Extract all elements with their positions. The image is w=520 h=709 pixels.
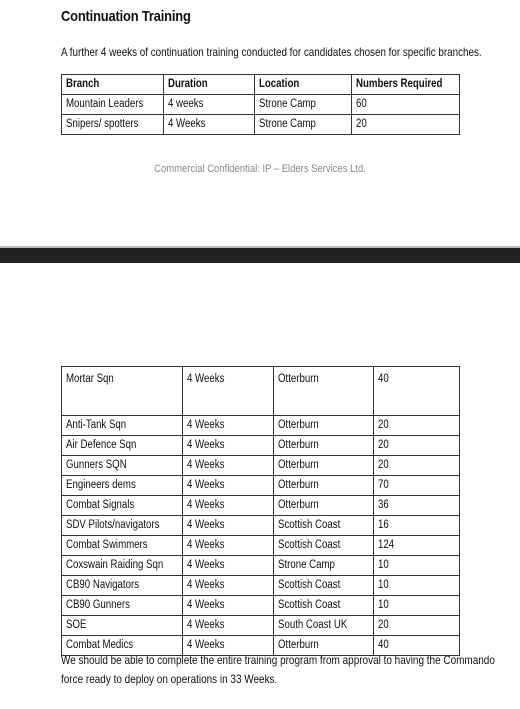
cell-branch: Combat Signals (66, 498, 135, 511)
section-title: Continuation Training (61, 8, 191, 25)
page-top (0, 0, 520, 248)
cell-location: Otterburn (277, 418, 319, 431)
cell-numbers: 36 (378, 498, 389, 511)
cell-location: Strone Camp (258, 117, 316, 130)
table-row (62, 476, 460, 496)
cell-duration: 4 Weeks (167, 117, 206, 130)
cell-numbers: 20 (378, 618, 389, 631)
cell-numbers: 20 (356, 117, 367, 130)
cell-branch: Engineers dems (66, 478, 136, 491)
cell-branch: Coxswain Raiding Sqn (66, 558, 164, 571)
cell-numbers: 10 (378, 558, 389, 571)
cell-location: South Coast UK (277, 618, 348, 631)
cell-numbers: 20 (378, 418, 389, 431)
cell-duration: 4 Weeks (186, 618, 225, 631)
table-header-row (62, 75, 460, 95)
cell-location: Otterburn (277, 458, 319, 471)
cell-location: Otterburn (277, 638, 319, 651)
cell-branch: Gunners SQN (66, 458, 127, 471)
header-location: Location (258, 77, 300, 90)
cell-numbers: 16 (378, 518, 389, 531)
cell-duration: 4 Weeks (186, 373, 225, 385)
page-footer: Commercial Confidential: IP – Elders Services Ltd. (154, 163, 366, 175)
cell-duration: 4 Weeks (186, 418, 225, 431)
cell-location: Scottish Coast (277, 518, 341, 531)
table-row (62, 536, 460, 556)
cell-duration: 4 Weeks (186, 598, 225, 611)
cell-location: Scottish Coast (277, 578, 341, 591)
table-row (62, 516, 460, 536)
cell-branch: Snipers/ spotters (66, 117, 139, 130)
cell-numbers: 70 (378, 478, 389, 491)
cell-location: Strone Camp (258, 97, 316, 110)
cell-location: Otterburn (277, 498, 319, 511)
cell-location: Strone Camp (277, 558, 335, 571)
cell-branch: SOE (66, 618, 87, 631)
cell-location: Otterburn (277, 438, 319, 451)
cell-branch: Mortar Sqn (66, 373, 114, 385)
table-row (62, 416, 460, 436)
cell-location: Otterburn (277, 373, 319, 385)
closing-paragraph (61, 651, 516, 689)
cell-duration: 4 Weeks (186, 478, 225, 491)
cell-location: Scottish Coast (277, 538, 341, 551)
cell-branch: CB90 Gunners (66, 598, 130, 611)
table-row (62, 456, 460, 476)
branch-table (61, 74, 460, 135)
cell-numbers: 124 (378, 538, 395, 551)
table-row (62, 115, 460, 135)
table-body (62, 367, 460, 656)
cell-branch: CB90 Navigators (66, 578, 140, 591)
cell-branch: Air Defence Sqn (66, 438, 137, 451)
header-duration: Duration (167, 77, 208, 90)
table-row (62, 576, 460, 596)
branch-table-continued (61, 366, 460, 656)
closing-line: force ready to deploy on operations in 33 Weeks. (61, 672, 278, 686)
cell-branch: SDV Pilots/navigators (66, 518, 160, 531)
cell-location: Scottish Coast (277, 598, 341, 611)
cell-duration: 4 Weeks (186, 498, 225, 511)
table-row (62, 95, 460, 115)
cell-numbers: 20 (378, 458, 389, 471)
cell-numbers: 40 (378, 638, 389, 651)
cell-duration: 4 Weeks (186, 538, 225, 551)
table-row (62, 616, 460, 636)
cell-duration: 4 Weeks (186, 558, 225, 571)
table-row (62, 556, 460, 576)
cell-branch: Anti-Tank Sqn (66, 418, 127, 431)
intro-text: A further 4 weeks of continuation training conducted for candidates chosen for specific branches. (61, 45, 482, 59)
cell-duration: 4 weeks (167, 97, 204, 110)
cell-branch: Mountain Leaders (66, 97, 144, 110)
cell-numbers: 10 (378, 578, 389, 591)
table-row (62, 367, 460, 416)
cell-numbers: 60 (356, 97, 367, 110)
header-numbers-required: Numbers Required (356, 77, 443, 90)
cell-duration: 4 Weeks (186, 518, 225, 531)
cell-numbers: 20 (378, 438, 389, 451)
cell-duration: 4 Weeks (186, 458, 225, 471)
cell-location: Otterburn (277, 478, 319, 491)
page-break-band (0, 248, 520, 263)
cell-duration: 4 Weeks (186, 638, 225, 651)
table-row (62, 436, 460, 456)
cell-branch: Combat Swimmers (66, 538, 148, 551)
cell-numbers: 40 (378, 373, 389, 385)
cell-duration: 4 Weeks (186, 578, 225, 591)
cell-duration: 4 Weeks (186, 438, 225, 451)
header-branch: Branch (66, 77, 100, 90)
table-row (62, 496, 460, 516)
table-row (62, 596, 460, 616)
cell-numbers: 10 (378, 598, 389, 611)
cell-branch: Combat Medics (66, 638, 134, 651)
closing-line: We should be able to complete the entire training program from approval to having the Commando (61, 653, 495, 667)
